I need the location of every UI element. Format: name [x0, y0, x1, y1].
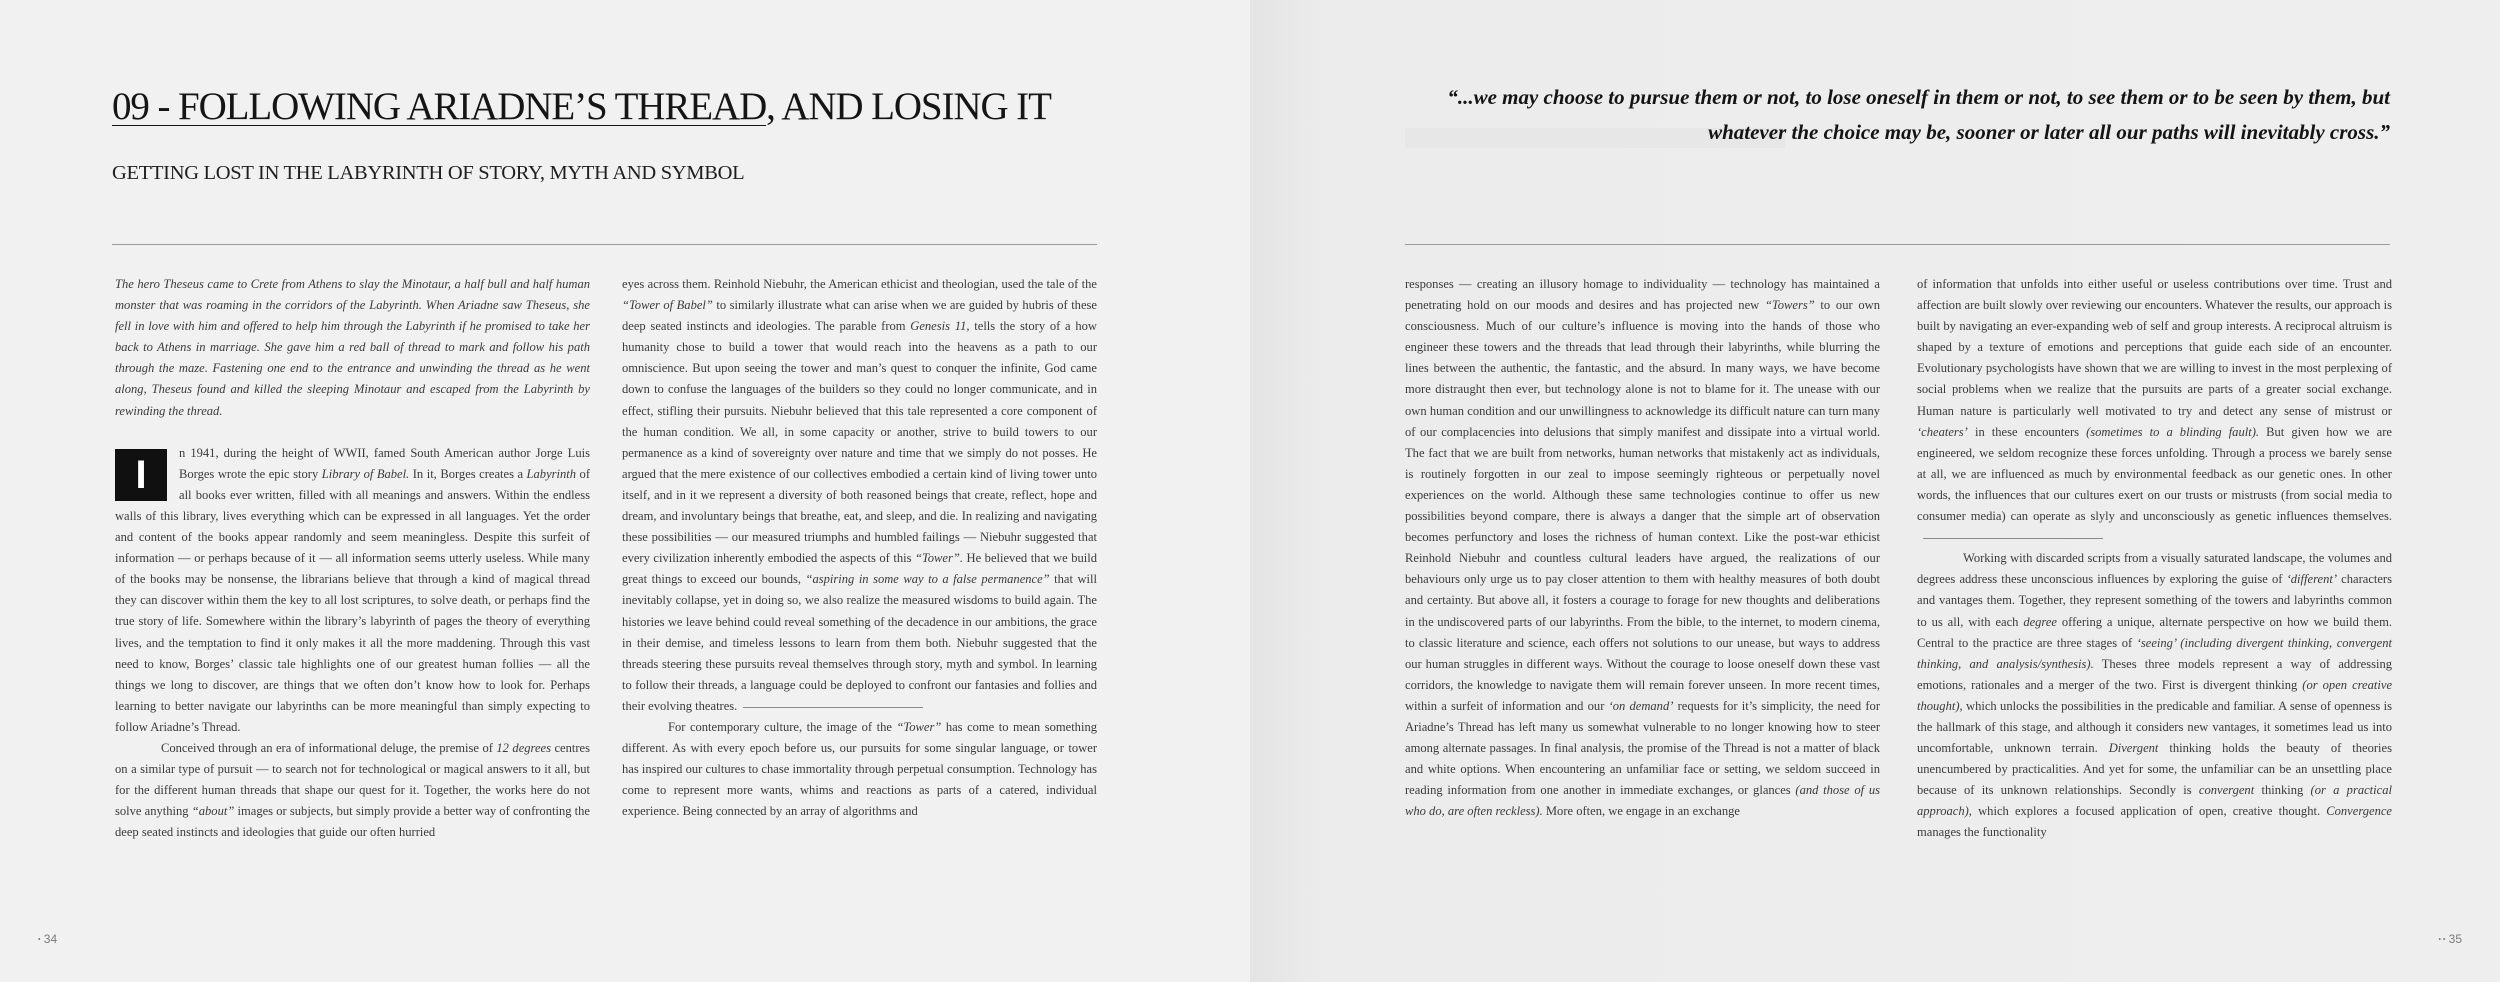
- text-run: For contemporary culture, the image of the: [668, 719, 897, 734]
- text-run: More often, we engage in an exchange: [1542, 804, 1740, 819]
- body-paragraph-2: [115, 738, 590, 843]
- folio-dots: • •: [2438, 936, 2446, 944]
- text-run: 12 degrees: [496, 740, 551, 755]
- text-column-4: [1917, 274, 2392, 844]
- text-run: tells the story of a how humanity chose to build a tower that would reach into the heavens as a path to our omniscience. But upon seeing the tower and man’s quest to conquer the infinite, God came down to confuse the languages of the builders so they could no longer communicate, and in effect, stifling their pursuits. Niebuhr believed that this tale represented a core component of the human condition. We all, in some capacity or another, strive to build towers to our permanence as a kind of sovereignty over nature and time that we simply do not posses. He argued that the mere existence of our collectives embodied a certain kind of living tower unto itself, and in it we represent a diversity of both reasoned beings that create, reflect, hope and dream, and involuntary beings that breathe, eat, and sleep, and die. In realizing and navigating these possibilities — our measured triumphs and humbled failings — Niebuhr suggested that every civilization inherently embodied the aspects of this: [622, 319, 1097, 566]
- text-run: Labyrinth: [526, 466, 577, 481]
- text-run: (or open creative thought),: [1917, 677, 2393, 713]
- text-run: Theses three models represent a way of addressing emotions, rationales and a merger of the two. First is divergent thinking: [1917, 656, 2392, 692]
- body-paragraph-3: [622, 274, 1097, 717]
- text-run: Convergence: [2326, 804, 2392, 819]
- chapter-subtitle: GETTING LOST IN THE LABYRINTH OF STORY, MYTH AND SYMBOL: [112, 162, 745, 184]
- text-run: images or subjects, but simply provide a better way of confronting the deep seated instincts and ideologies that guide our often hurried: [115, 804, 591, 840]
- text-run: convergent: [2198, 783, 2255, 798]
- intro-paragraph: The hero Theseus came to Crete from Athens to slay the Minotaur, a half bull and half human monster that was roaming in the corridors of the Labyrinth. When Ariadne saw Theseus, she fell in love with him and offered to help him through the Labyrinth if he promised to take her back to Athens in marriage. She gave him a red ball of thread to mark and follow his path through the maze. Fastening one end to the entrance and unwinding the thread as he went along, Theseus found and killed the sleeping Minotaur and escaped from the Labyrinth by rewinding the thread.: [115, 277, 590, 418]
- text-run: responses — creating an illusory homage to individuality — technology has maintained a penetrating hold on our moods and desires and has projected new: [1405, 277, 1880, 313]
- chapter-title: [112, 84, 1051, 129]
- text-run: to our own consciousness. Much of our culture’s influence is moving into the hands of those who engineer these towers and the threads that lead through their labyrinths, while blurring the lines between the authentic, the fantastic, and the absurd. In many ways, we have become more distraught then ever, but technology alone is not to blame for it. The unease with our own human condition and our unwillingness to acknowledge its difficult nature can turn many of our complacencies into delusions that simply manifest and dissipate into a virtual world. The fact that we are built from networks, human networks that mistakenly act as individuals, is routinely forgotten in our zeal to impose seemingly righteous or perpetually novel experiences on the world. Although these same technologies continue to offer us new possibilities beyond compare, there is always a danger that the simple art of observation becomes perfunctory and loses the richness of human context. Like the post-war ethicist Reinhold Niebuhr and countless cultural leaders have argued, the realizations of our behaviours only urge us to pay closer attention to them with healthy measures of both doubt and certainty. But above all, it fosters a courage to forage for new thoughts and deliberations in the undiscovered parts of our labyrinths. From the bible, to the internet, to modern cinema, to classic literature and science, each offers not solutions to our unease, but ways to address our human struggles in different ways. Without the courage to loose oneself down these vast corridors, the knowledge to navigate them will remain forever unseen. In more recent times, within a surfeit of information and our: [1405, 298, 1880, 713]
- text-run: “about”: [191, 804, 235, 819]
- text-column-1: [115, 274, 590, 843]
- text-run: Divergent: [2108, 741, 2159, 756]
- text-run: “Towers”: [1764, 298, 1815, 313]
- text-run: Conceived through an era of informational deluge, the premise of: [161, 740, 497, 755]
- text-run: In it, Borges creates a: [409, 466, 527, 481]
- text-run: eyes across them. Reinhold Niebuhr, the American ethicist and theologian, used the tale of the: [622, 277, 1097, 291]
- text-column-3: [1405, 274, 1880, 822]
- chapter-title-underlined: 09 - FOLLOWING ARIADNE’S THREAD: [112, 85, 767, 128]
- text-run: that will inevitably collapse, yet in doing so, we also realize the measured wisdoms to build again. The histories we leave behind could reveal something of the decadence in our ambitions, the grace in their demise, and timeless lessons to learn from them both. Niebuhr suggested that the threads steering these pursuits reveal themselves through story, myth and symbol. In learning to follow their threads, a language could be deployed to confront our fantasies and follies and their evolving theatres.: [622, 572, 1098, 713]
- text-column-2: [622, 274, 1097, 822]
- page-number-right: [2438, 932, 2462, 946]
- text-run: which explores a focused application of open, creative thought.: [1971, 804, 2327, 819]
- text-run: (or a practical approach),: [1917, 783, 2392, 819]
- text-run: “Tower”.: [914, 551, 963, 566]
- text-run: (sometimes to a blinding fault).: [2086, 424, 2260, 439]
- text-run: (and those of us who do, are often reckless).: [1405, 783, 1880, 819]
- text-run: ‘seeing’ (including divergent thinking, convergent thinking, and analysis/synthesis).: [1917, 635, 2392, 671]
- text-run: ‘different’: [2286, 572, 2338, 587]
- text-run: of information that unfolds into either useful or useless contributions over time. Trust and affection are built slowly over reviewing our encounters. Whatever the results, our approach is built by navigating an ever-expanding web of self and group interests. A reciprocal altruism is shaped by a texture of emotions and perceptions that guide each side of an encounter. Evolutionary psychologists have shown that we are willing to invest in the most perplexing of social problems when we realize that the pursuits are parts of a greater social exchange. Human nature is particularly well motivated to try and detect any sense of mistrust or: [1917, 277, 2392, 418]
- text-run: has come to mean something different. As with every epoch before us, our pursuits for some singular language, or tower has inspired our cultures to chase immortality through perpetual consumption. Technology has come to represent more wants, whims and reactions as parts of a catered, individual experience. Being connected by an array of algorithms and: [622, 719, 1097, 819]
- text-run: degree: [2023, 614, 2057, 629]
- text-run: n 1941, during the height of WWII, famed South American author Jorge Luis Borges wrote the epic story: [179, 445, 590, 481]
- text-run: He believed that we build great things to exceed our bounds,: [622, 551, 1097, 587]
- text-run: Library of Babel.: [321, 466, 410, 481]
- text-run: to similarly illustrate what can arise when we are guided by hubris of these deep seated instincts and ideologies. The parable from: [622, 298, 1097, 334]
- body-paragraph-5: [1405, 274, 1880, 822]
- header-divider-left: [112, 244, 1097, 245]
- body-paragraph-7: [1917, 548, 2392, 843]
- text-run: thinking: [2254, 783, 2311, 798]
- text-run: ‘on demand’: [1608, 698, 1674, 713]
- text-run: which unlocks the possibilities in the predicable and familiar. A sense of openness is the hallmark of this stage, and although it considers new vantages, it sometimes lead us into uncomfortable, unknown terrain.: [1917, 698, 2392, 756]
- header-divider-right: [1405, 244, 2390, 245]
- text-run: in these encounters: [1967, 424, 2087, 439]
- body-paragraph-6: [1917, 274, 2392, 548]
- right-page: [1250, 0, 2500, 982]
- text-run: of all books ever written, filled with all meanings and answers. Within the endless walls of this library, lives everything which can be expressed in all languages. Yet the order and content of the books appear randomly and seem meaningless. Despite this surfeit of information — or perhaps because of it — all information seems utterly useless. While many of the books may be nonsense, the librarians believe that through a kind of magical thread they can discover within them the key to all lost scriptures, to solve death, or perhaps find the true story of life. Somewhere within the library’s labyrinth of pages the theory of everything lives, and the temptation to find it only makes it all the more maddening. Through this vast need to know, Borges’ classic tale highlights one of our greatest human follies — all the things we long to discover, are things that we often don’t know how to look for. Perhaps learning to better navigate our labyrinths can be more meaningful than simply expecting to follow Ariadne’s Thread.: [115, 466, 591, 734]
- paragraph-end-rule: [1923, 538, 2103, 539]
- text-run: characters and vantages them. Together, they represent something of the towers and labyrinths common to us all, with each: [1917, 572, 2392, 629]
- body-paragraph-4: [622, 717, 1097, 822]
- pull-quote: “...we may choose to pursue them or not, to lose oneself in them or not, to see them or to be seen by them, but whatever the choice may be, sooner or later all our paths will inevitably cross.”: [1447, 85, 2390, 144]
- page-number-left: [38, 932, 57, 946]
- text-run: Genesis 11,: [910, 319, 970, 334]
- text-run: Working with discarded scripts from a visually saturated landscape, the volumes and degrees address these unconscious influences by exploring the guise of: [1917, 551, 2392, 587]
- drop-cap: I: [115, 449, 167, 501]
- text-run: centres on a similar type of pursuit — to search not for technological or magical answers to it all, but for the different human threads that shape our quest for it. Together, the works here do not solve anything: [115, 740, 590, 819]
- text-run: “Tower of Babel”: [622, 298, 713, 313]
- folio-number: 34: [43, 932, 58, 946]
- text-run: thinking holds the beauty of theories unencumbered by practicalities. And yet for some, the unfamiliar can be an unsettling place because of its unknown relationships. Secondly is: [1917, 741, 2392, 798]
- text-run: “aspiring in some way to a false permanence”: [805, 572, 1050, 587]
- text-run: offering a unique, alternate perspective on how we build them. Central to the practice are three stages of: [1917, 614, 2392, 650]
- chapter-title-rest: , AND LOSING IT: [766, 85, 1051, 128]
- text-run: But given how we are engineered, we seldom recognize these forces unfolding. Through a process we barely sense at all, we are influenced as much by environmental feedback as our genetic ones. In other words, the influences that our cultures exert on our trusts or mistrusts (from social media to consumer media) can operate as slyly and unconsciously as genetic influences themselves.: [1917, 424, 2392, 524]
- body-paragraph-1: [115, 443, 590, 738]
- paragraph-end-rule: [743, 707, 923, 708]
- text-run: requests for it’s simplicity, the need for Ariadne’s Thread has left many us somewhat vulnerable to no longer knowing how to steer among alternate passages. In final analysis, the promise of the Thread is not a matter of black and white options. When encountering an unfamiliar face or setting, we seldom succeed in reading information from one another in immediate exchanges, or glances: [1405, 698, 1880, 798]
- folio-number: 35: [2448, 932, 2462, 946]
- text-run: ‘cheaters’: [1917, 424, 1968, 439]
- text-run: “Tower”: [896, 719, 942, 734]
- folio-dot: •: [38, 936, 41, 944]
- text-run: manages the functionality: [1917, 825, 2047, 840]
